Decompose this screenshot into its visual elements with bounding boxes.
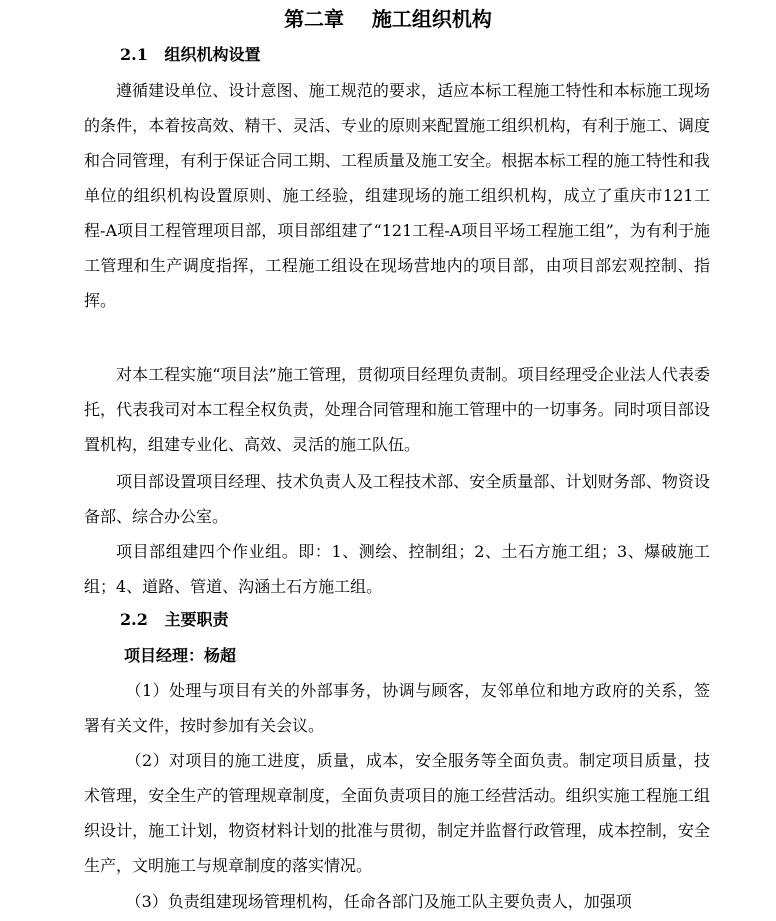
paragraph: 遵循建设单位、设计意图、施工规范的要求，适应本标工程施工特性和本标施工现场的条件，本着按高效、精干、灵活、专业的原则来配置施工组织机构，有利于施工、调度和合同管理，有利于保证合同工期、工程质量及施工安全。根据本标工程的施工特性和我单位的组织机构设置原则、施工经验，组建现场的施工组织机构，成立了重庆市121工程-A项目工程管理项目部，项目部组建了“121工程-A项目平场工程施工组”，为有利于施工管理和生产调度指挥，工程施工组设在现场营地内的项目部，由项目部宏观控制、指挥。 bbox=[84, 81, 710, 310]
paragraph: 对本工程实施“项目法”施工管理，贯彻项目经理负责制。项目经理受企业法人代表委托，代表我司对本工程全权负责，处理合同管理和施工管理中的一切事务。同时项目部设置机构，组建专业化、高效、灵活的施工队伍。 bbox=[84, 365, 710, 454]
section-heading-2-1: 2.1 组织机构设置 bbox=[120, 45, 261, 64]
paragraph: 项目部组建四个作业组。即：1、测绘、控制组；2、土石方施工组；3、爆破施工组；4、道路、管道、沟涵土石方施工组。 bbox=[84, 542, 710, 596]
paragraph: （2）对项目的施工进度，质量，成本，安全服务等全面负责。制定项目质量，技术管理，安全生产的管理规章制度，全面负责项目的施工经营活动。组织实施工程施工组织设计，施工计划，物资材料计划的批准与贯彻，制定并监督行政管理，成本控制，安全生产，文明施工与规章制度的落实情况。 bbox=[84, 751, 710, 875]
chapter-title: 第二章 施工组织机构 bbox=[284, 7, 492, 31]
section-heading-2-2: 2.2 主要职责 bbox=[120, 610, 229, 629]
paragraph: 项目部设置项目经理、技术负责人及工程技术部、安全质量部、计划财务部、物资设备部、综合办公室。 bbox=[84, 472, 710, 526]
project-manager-heading: 项目经理：杨超 bbox=[124, 646, 237, 665]
paragraph: （3）负责组建现场管理机构，任命各部门及施工队主要负责人，加强项 bbox=[125, 892, 632, 911]
paragraph: （1）处理与项目有关的外部事务，协调与顾客，友邻单位和地方政府的关系，签署有关文件，按时参加有关会议。 bbox=[84, 681, 710, 735]
